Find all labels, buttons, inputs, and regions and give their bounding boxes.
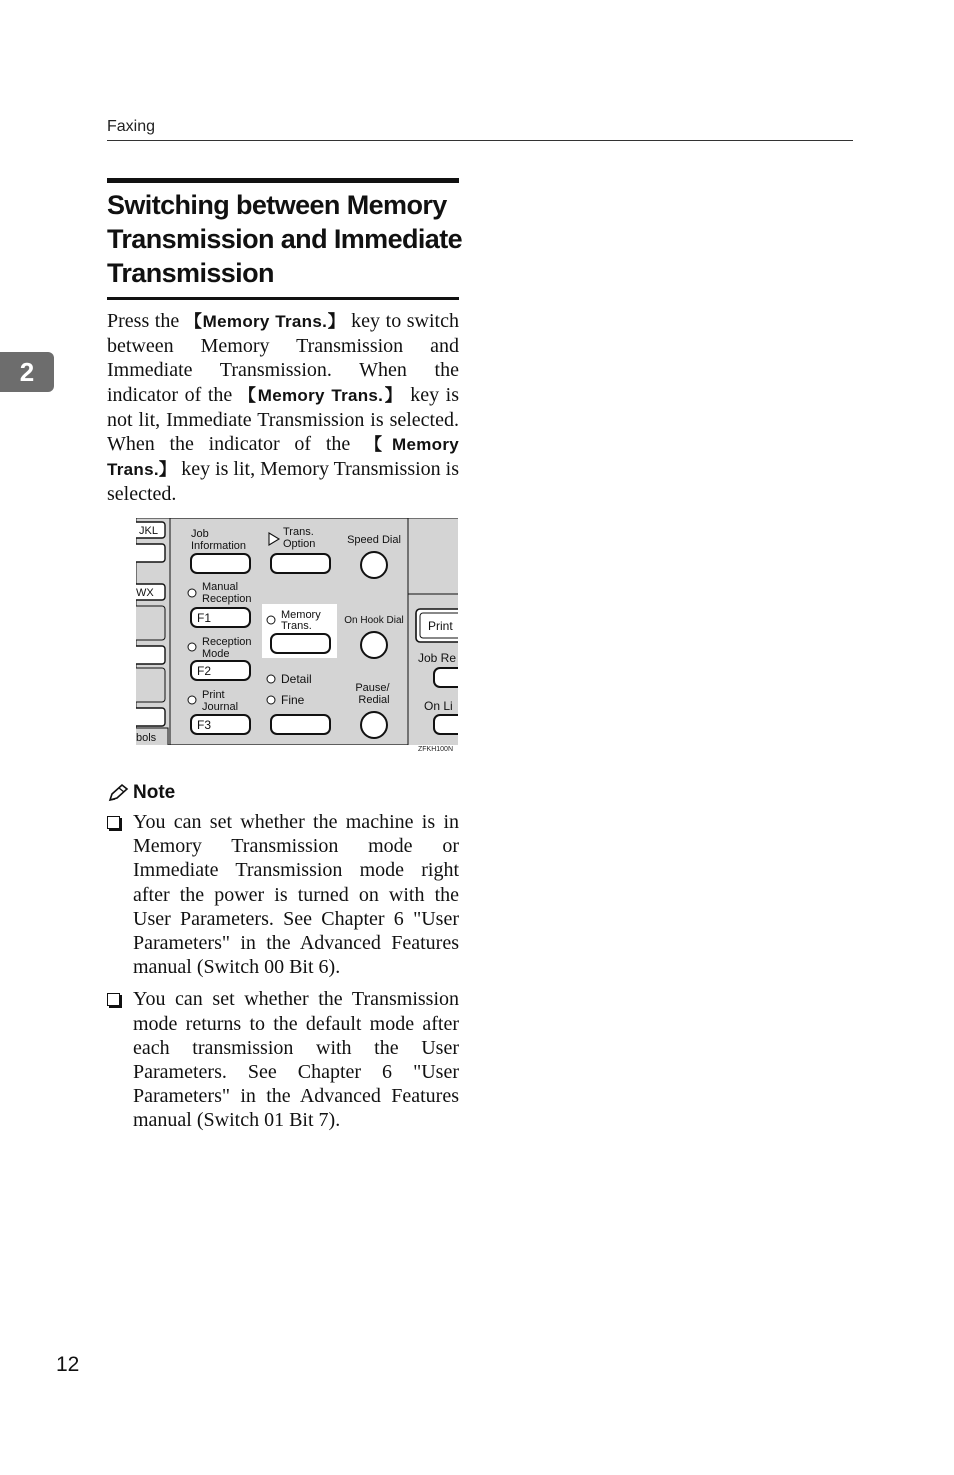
pause-redial-line-1: Pause/ [355,682,390,694]
note-item [107,810,459,979]
control-panel-illustration [136,518,458,745]
manual-reception-indicator [188,589,196,597]
memory-trans-key-ref-2: 【Memory Trans.】 [238,385,404,405]
control-panel-svg [136,518,458,745]
speed-dial-key [361,552,387,578]
memory-trans-key [271,634,330,653]
job-information-line-1: Job [191,528,209,540]
left-key-symbols [136,728,168,745]
memory-trans-line-1: Memory [281,609,321,621]
left-key-wx [136,584,165,600]
page-number: 12 [56,1353,80,1376]
reception-mode-line-2: Mode [202,648,230,660]
body-paragraph [107,309,459,507]
detail-label: Detail [281,672,312,686]
left-key-4 [136,708,165,726]
print-key [416,609,458,642]
reception-mode-line-1: Reception [202,636,252,648]
pencil-icon [107,783,129,803]
note-heading-label: Note [133,782,176,803]
trans-option-label [283,526,317,550]
note-heading [107,781,175,805]
on-hook-dial-key [361,632,387,658]
left-key-blank-2 [136,668,165,702]
running-header: Faxing [107,118,156,135]
pause-redial-line-2: Redial [358,694,390,706]
f3-key-label: F3 [197,718,212,732]
memory-trans-line-2: Trans. [281,620,312,632]
f1-key-label: F1 [197,611,212,625]
memory-trans-key-ref-3: 【Memory Trans.】 [107,435,459,480]
trans-option-key [271,554,330,573]
job-reset-label: Job Re [418,651,457,665]
print-key-label: Print [428,619,453,633]
figure-code: ZFKH100N [418,746,454,753]
pause-redial-label [355,682,392,706]
fine-label: Fine [281,693,305,707]
title-rule-top [107,178,459,183]
job-information-line-2: Information [191,540,247,552]
job-reset-key [434,668,458,687]
manual-reception-line-1: Manual [202,581,239,593]
reception-mode-indicator [188,643,196,651]
speed-dial-label: Speed Dial [347,534,401,546]
left-key-jkl [136,522,165,538]
trans-option-line-2: Option [283,538,316,550]
resolution-key [271,715,330,734]
manual-reception-line-2: Reception [202,593,252,605]
on-line-label: On Li [424,699,453,713]
left-key-2 [136,544,165,562]
header-rule [107,140,853,141]
note-list [107,810,459,1141]
checkbox-icon [107,816,120,829]
title-rule-bottom [107,297,459,300]
memory-trans-key-ref-1: 【Memory Trans.】 [184,312,346,331]
body-text-2: key to switch between Memory Transmission and Immediate Transmission. When the indicator of the [107,310,459,406]
body-text-3: key is not lit, Immediate Transmission is selected. When the indicator of the [107,383,460,456]
print-journal-indicator [188,696,196,704]
body-text-4: key is lit, Memory Transmission is selected. [107,458,459,506]
fine-indicator [267,696,275,704]
print-journal-line-2: Journal [202,701,239,713]
job-information-key [191,554,250,573]
left-key-wx-label: WX [136,587,154,599]
trans-option-line-1: Trans. [283,526,314,538]
right-upper-section [408,518,458,594]
on-hook-dial-label: On Hook Dial [344,615,404,626]
section-title: Switching between Memory Transmission and Immediate Transmission [107,190,463,288]
checkbox-icon [107,993,120,1006]
note-item-text: You can set whether the machine is in Memory Transmission mode or Immediate Transmission mode right after the power is turned on with the User Parameters. See Chapter 6 "User Parameters" in the Advanced Features manual (Switch 00 Bit 6). [133,811,459,979]
pause-redial-key [361,712,387,738]
note-item-text: You can set whether the Transmission mode returns to the default mode after each transmission with the User Parameters. See Chapter 6 "User Parameters" in the Advanced Features manual (Switch 01 Bit 7). [133,988,459,1132]
left-key-3 [136,646,165,664]
detail-indicator [267,675,275,683]
on-line-key [434,715,458,734]
print-journal-line-1: Print [202,689,225,701]
left-key-jkl-label: JKL [139,525,158,537]
chapter-number: 2 [19,356,35,387]
chapter-tab [0,352,54,392]
left-key-symbols-label: bols [136,732,157,744]
left-key-blank-1 [136,606,165,640]
f2-key-label: F2 [197,664,212,678]
memory-trans-indicator [267,616,275,624]
body-text-1: Press the [107,310,185,332]
note-item [107,987,459,1132]
